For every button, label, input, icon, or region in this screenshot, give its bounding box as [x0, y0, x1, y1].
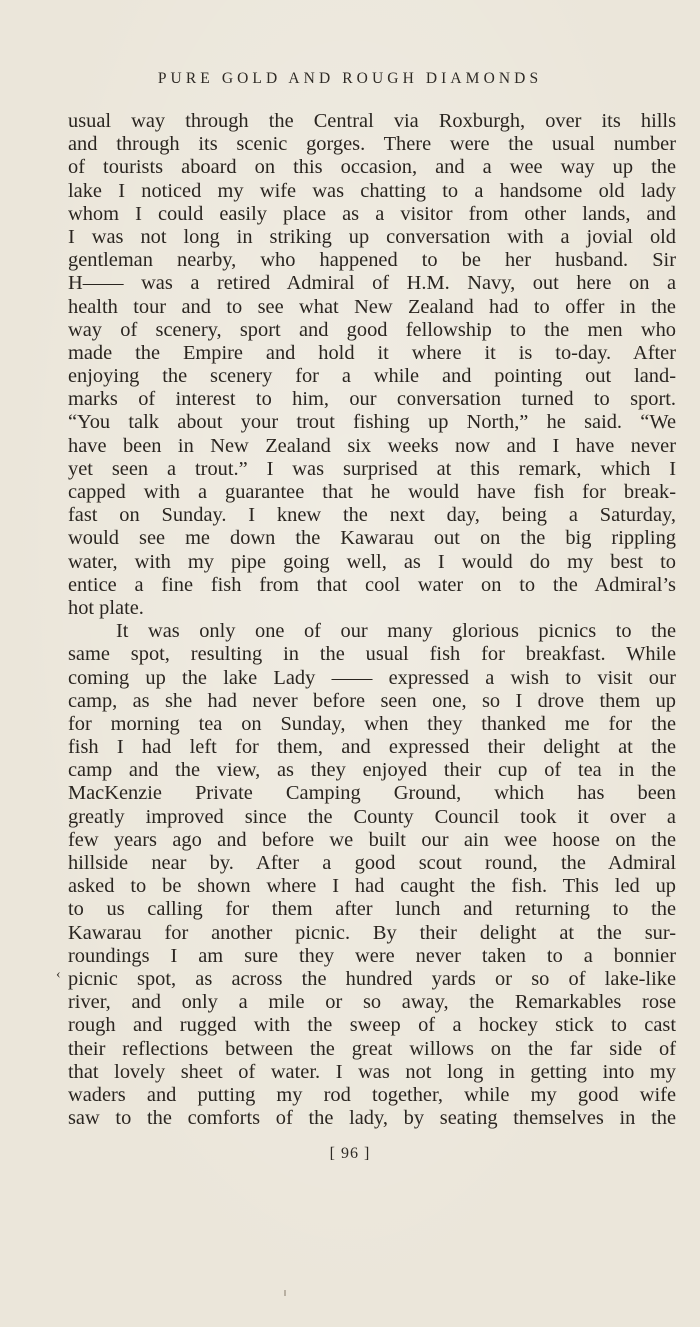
- text-line: marks of interest to him, our conversation turned to sport.: [68, 388, 676, 411]
- paper-speck: [284, 1290, 286, 1296]
- text-line: Kawarau for another picnic. By their delight at the sur-: [68, 921, 676, 944]
- text-line: made the Empire and hold it where it is to-day. After: [68, 341, 676, 364]
- text-line: same spot, resulting in the usual fish for breakfast. While: [68, 643, 676, 666]
- text-line: capped with a guarantee that he would have fish for break-: [68, 481, 676, 503]
- text-line: gentleman nearby, who happened to be her husband. Sir: [68, 249, 676, 272]
- text-line: that lovely sheet of water. I was not long in getting into my: [68, 1060, 676, 1083]
- text-line: river, and only a mile or so away, the Remarkables rose: [68, 991, 676, 1014]
- text-line: picnic spot, as across the hundred yards or so of lake-like: [68, 967, 676, 990]
- text-line: entice a fine fish from that cool water on to the Admiral’s: [68, 573, 676, 596]
- text-line: fast on Sunday. I knew the next day, being a Saturday,: [68, 504, 676, 527]
- text-line: lake I noticed my wife was chatting to a handsome old lady: [68, 179, 676, 202]
- text-line: H—— was a retired Admiral of H.M. Navy, out here on a: [68, 272, 676, 295]
- text-line: usual way through the Central via Roxburgh, over its hills: [68, 110, 676, 132]
- running-head: PURE GOLD AND ROUGH DIAMONDS: [157, 70, 543, 87]
- text-line: hillside near by. After a good scout round, the Admiral: [68, 852, 676, 874]
- text-line: MacKenzie Private Camping Ground, which has been: [68, 782, 676, 805]
- text-line: hot plate.: [68, 596, 144, 619]
- text-line: and through its scenic gorges. There were the usual number: [68, 133, 676, 156]
- paragraph-start-line: It was only one of our many glorious picnics to the: [116, 620, 676, 643]
- text-line: would see me down the Kawarau out on the big rippling: [68, 527, 676, 550]
- text-line: their reflections between the great willows on the far side of: [68, 1037, 676, 1060]
- text-line: rough and rugged with the sweep of a hockey stick to cast: [68, 1014, 676, 1037]
- text-line: “You talk about your trout fishing up North,” he said. “We: [68, 411, 676, 434]
- page-number: [ 96 ]: [329, 1145, 371, 1162]
- text-line: whom I could easily place as a visitor from other lands, and: [68, 202, 676, 225]
- text-line: I was not long in striking up conversation with a jovial old: [68, 225, 676, 248]
- text-line: asked to be shown where I had caught the fish. This led up: [68, 875, 676, 898]
- text-line: few years ago and before we built our ain wee hoose on the: [68, 828, 676, 851]
- text-line: for morning tea on Sunday, when they thanked me for the: [68, 712, 676, 735]
- text-line: coming up the lake Lady —— expressed a wish to visit our: [68, 666, 676, 689]
- text-line: enjoying the scenery for a while and pointing out land-: [68, 365, 676, 388]
- text-line: waders and putting my rod together, while my good wife: [68, 1083, 676, 1106]
- text-line: way of scenery, sport and good fellowship to the men who: [68, 318, 676, 341]
- text-line: health tour and to see what New Zealand had to offer in the: [68, 295, 676, 318]
- text-line: camp, as she had never before seen one, so I drove them up: [68, 689, 676, 712]
- text-line: water, with my pipe going well, as I would do my best to: [68, 550, 676, 573]
- text-line: have been in New Zealand six weeks now and I have never: [68, 434, 676, 457]
- text-line: saw to the comforts of the lady, by seating themselves in the: [68, 1107, 676, 1130]
- body-text: [68, 110, 676, 1130]
- text-line: greatly improved since the County Council took it over a: [68, 805, 676, 828]
- text-line: to us calling for them after lunch and returning to the: [68, 898, 676, 921]
- text-line: camp and the view, as they enjoyed their cup of tea in the: [68, 759, 676, 782]
- text-line: of tourists aboard on this occasion, and a wee way up the: [68, 156, 676, 179]
- text-line: yet seen a trout.” I was surprised at this remark, which I: [68, 457, 676, 480]
- margin-mark: ‹: [56, 967, 61, 982]
- text-line: roundings I am sure they were never taken to a bonnier: [68, 944, 676, 967]
- text-line: fish I had left for them, and expressed their delight at the: [68, 736, 676, 759]
